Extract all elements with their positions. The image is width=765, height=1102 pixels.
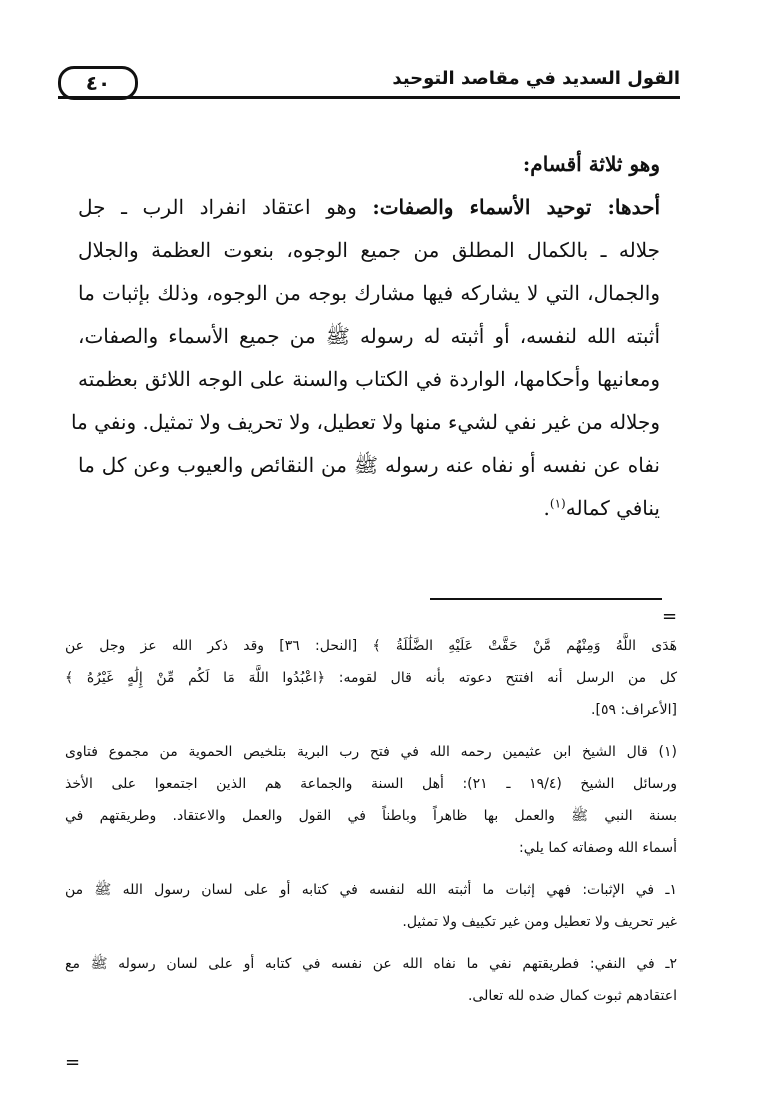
footnote-separator-rule <box>430 598 662 600</box>
footnote-1-line: (١) قال الشيخ ابن عثيمين رحمه الله في فتح رب البرية بتلخيص الحموية من مجموع فتاوى <box>65 744 677 760</box>
paragraph-text: ينافي كماله <box>565 496 660 520</box>
footnote-marker[interactable]: (١) <box>549 496 566 511</box>
paragraph-line: والجمال، التي لا يشاركه فيها مشارك بوجه من الوجوه، وذلك بإثبات ما <box>78 281 660 305</box>
footnote-1-line: بسنة النبي ﷺ والعمل بها ظاهراً وباطناً في القول والعمل والاعتقاد. وطريقتهم في <box>65 808 677 824</box>
paragraph-line: أثبته الله لنفسه، أو أثبته له رسوله ﷺ من جميع الأسماء والصفات، <box>78 324 660 348</box>
continued-mark: = <box>65 1052 81 1073</box>
footnote-1-line: ورسائل الشيخ (١٩/٤ ـ ٢١): أهل السنة والجماعة هم الذين اجتمعوا على الأخذ <box>65 776 677 792</box>
running-title: القول السديد في مقاصد التوحيد <box>392 68 680 89</box>
paragraph-line: ومعانيها وأحكامها، الواردة في الكتاب والسنة على الوجه اللائق بعظمته <box>78 367 660 391</box>
footnote-list-item-1: ١ـ في الإثبات: فهي إثبات ما أثبته الله لنفسه في كتابه أو على لسان رسول الله ﷺ من <box>65 882 677 898</box>
footnote-list-item-2: ٢ـ في النفي: فطريقتهم نفي ما نفاه الله عن نفسه في كتابه أو على لسان رسوله ﷺ مع <box>65 956 677 972</box>
main-text <box>70 143 660 530</box>
paragraph-line <box>78 186 660 229</box>
paragraph-line <box>78 487 660 530</box>
footnotes <box>65 630 677 1012</box>
footnote-continuation-mark: = <box>662 606 678 627</box>
page-header <box>58 58 680 102</box>
paragraph-period: . <box>543 496 550 520</box>
header-rule <box>58 96 680 99</box>
footnote-1-line: أسماء الله وصفاته كما يلي: <box>519 840 677 856</box>
footnote-list-item-1: غير تحريف ولا تعطيل ومن غير تكييف ولا تمثيل. <box>402 914 677 930</box>
paragraph-line: جلاله ـ بالكمال المطلق من جميع الوجوه، بنعوت العظمة والجلال <box>78 238 660 262</box>
paragraph-line: نفاه عن نفسه أو نفاه عنه رسوله ﷺ من النقائص والعيوب وعن كل ما <box>78 453 660 477</box>
footnote-line: كل من الرسل أنه افتتح دعوته بأنه قال لقومه: ﴿اعْبُدُوا اللَّهَ مَا لَكُم مِّنْ إِلَٰهٍ غَيْرُهُ ﴾ <box>65 670 677 686</box>
section-intro: وهو ثلاثة أقسام: <box>522 152 660 176</box>
paragraph-text: وهو اعتقاد انفراد الرب ـ جل <box>78 195 373 219</box>
term-heading: أحدها: توحيد الأسماء والصفات: <box>372 195 660 219</box>
paragraph-line: وجلاله من غير نفي لشيء منها ولا تعطيل، ولا تحريف ولا تمثيل. ونفي ما <box>70 410 660 434</box>
page-number: ٤٠ <box>58 66 138 100</box>
footnote-list-item-2: اعتقادهم ثبوت كمال ضده لله تعالى. <box>467 988 677 1004</box>
footnote-line: هَدَى اللَّهُ وَمِنْهُم مَّنْ حَقَّتْ عَلَيْهِ الضَّلَٰلَةُ ﴾ [النحل: ٣٦] وقد ذكر الله عز وجل عن <box>65 638 678 654</box>
footnote-line: [الأعراف: ٥٩]. <box>591 702 677 718</box>
